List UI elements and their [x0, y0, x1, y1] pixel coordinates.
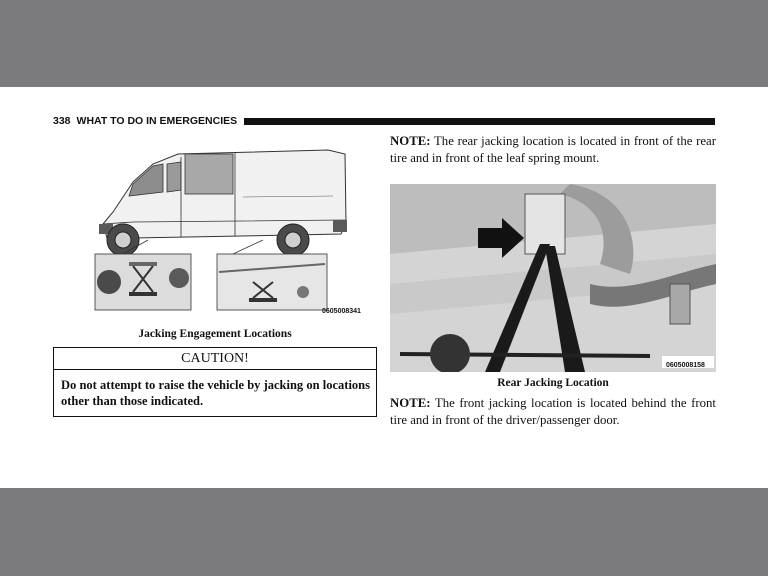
caution-heading: CAUTION!: [54, 348, 376, 370]
rear-jacking-photo: [390, 184, 716, 372]
rear-jack-inset: [217, 254, 327, 310]
van-drawing: [99, 150, 347, 256]
note-text: The rear jacking location is located in front of the rear tire and in front of the leaf spring mount.: [390, 134, 716, 165]
figure1-image-code: 0605008341: [322, 308, 361, 315]
header-rule: [244, 118, 715, 125]
figure2-caption: Rear Jacking Location: [497, 377, 609, 389]
front-jack-inset: [95, 254, 191, 310]
caution-text: Do not attempt to raise the vehicle by jacking on locations other than those indicated.: [61, 378, 370, 408]
note-label: NOTE:: [390, 396, 431, 410]
note-front-jacking: [390, 395, 716, 428]
page-number: 338: [53, 115, 71, 127]
figure1-caption: Jacking Engagement Locations: [138, 328, 292, 340]
figure2-image-code: 0605008158: [666, 362, 705, 369]
section-title: WHAT TO DO IN EMERGENCIES: [76, 115, 238, 127]
page-header: [53, 114, 715, 128]
note-label: NOTE:: [390, 134, 431, 148]
manual-page: [0, 87, 768, 488]
note-rear-jacking: [390, 133, 716, 166]
note-text: The front jacking location is located behind the front tire and in front of the driver/passenger door.: [390, 396, 716, 427]
caution-box: [53, 347, 377, 417]
jacking-locations-illustration: [93, 142, 379, 322]
